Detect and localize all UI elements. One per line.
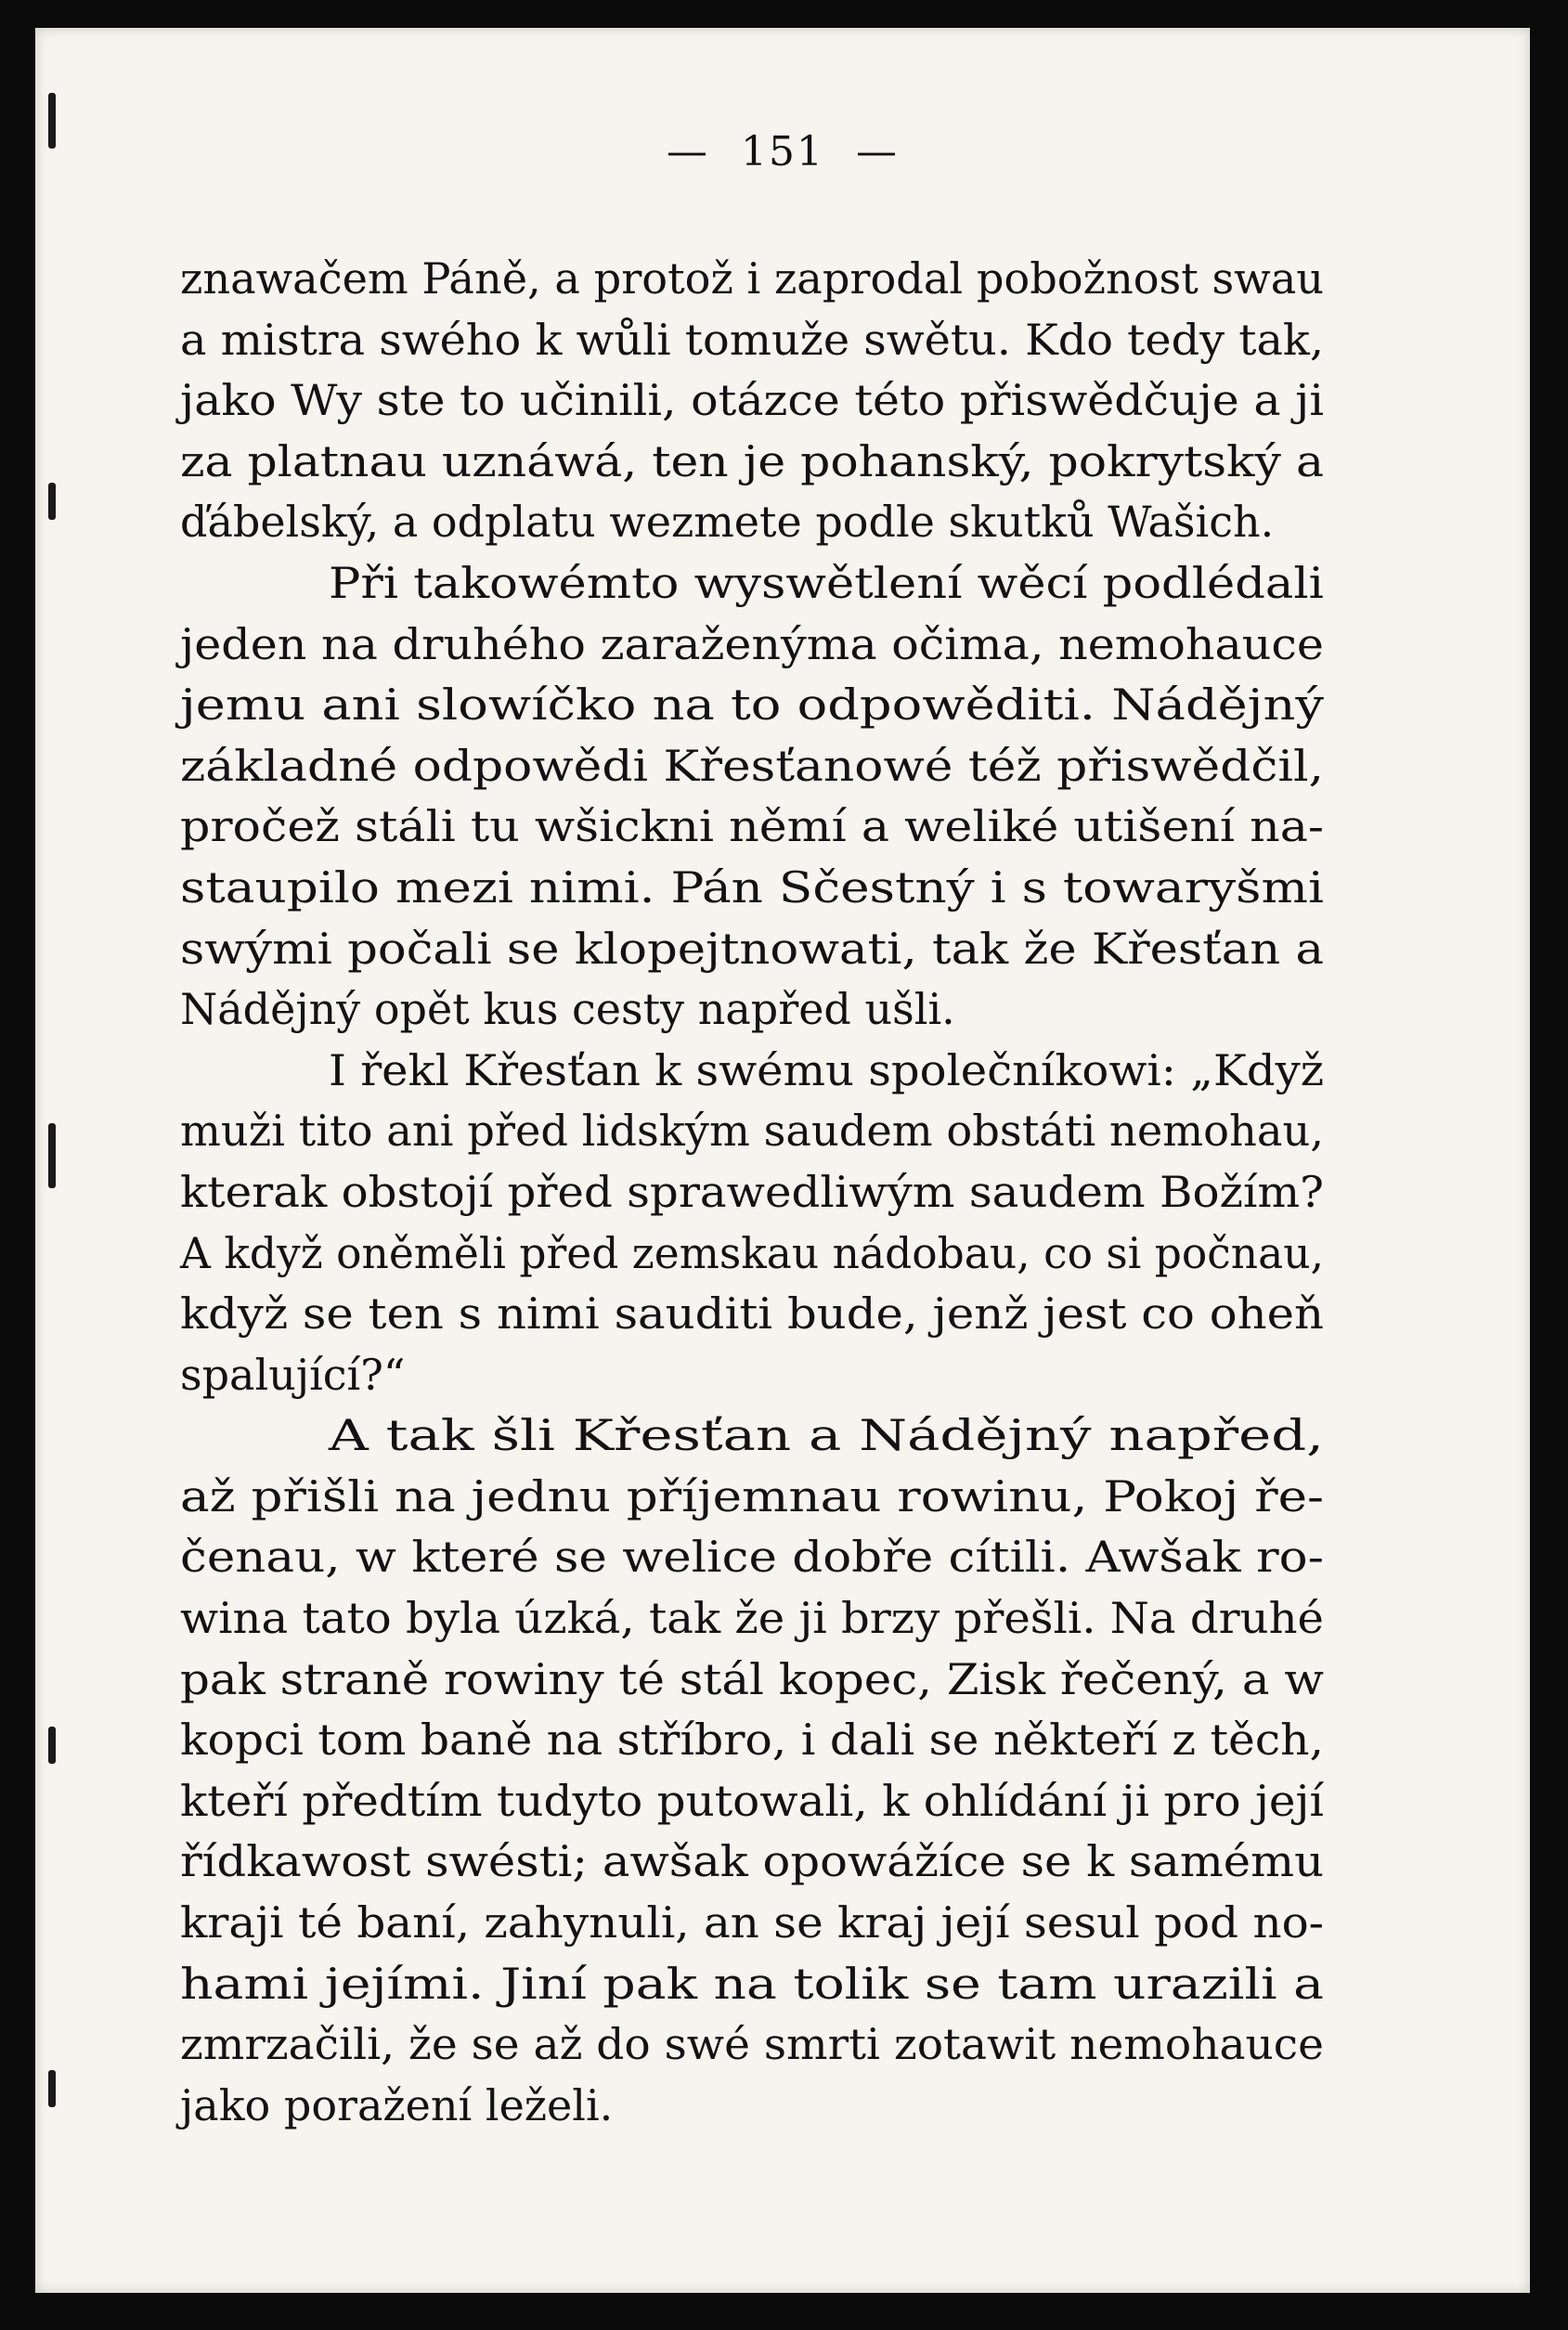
text-line: staupilo mezi nimi. Pán Sčestný i s towaryšmi <box>180 861 1324 913</box>
page-number: 151 <box>741 128 824 175</box>
text-line: spalující?“ <box>180 1349 406 1400</box>
text-line: řídkawost swésti; awšak opowážíce se k samému <box>180 1836 1324 1887</box>
text-line: kterak obstojí před sprawedliwým saudem Božím? <box>180 1166 1324 1217</box>
page-header <box>35 128 1530 175</box>
binding-mark <box>48 2070 56 2107</box>
text-line: wina tato byla úzká, tak že ji brzy přešli. Na druhé <box>180 1593 1324 1644</box>
text-line: když se ten s nimi sauditi bude, jenž jest co oheň <box>180 1288 1324 1340</box>
text-line: swými počali se klopejtnowati, tak že Křesťan a <box>180 923 1325 974</box>
text-line: základné odpowědi Křesťanowé též přiswědčil, <box>180 740 1324 791</box>
binding-mark <box>48 483 56 520</box>
text-line: jako poražení leželi. <box>180 2079 614 2130</box>
body-text <box>180 249 1324 2136</box>
text-line: Nádějný opět kus cesty napřed ušli. <box>180 984 955 1035</box>
text-line: muži tito ani před lidským saudem obstáti nemohau, <box>180 1106 1324 1157</box>
text-line: až přišli na jednu příjemnau rowinu, Pokoj ře- <box>180 1470 1325 1521</box>
binding-mark <box>48 1123 56 1188</box>
text-line: Při takowémto wyswětlení wěcí podlédali <box>329 557 1324 608</box>
text-line: kopci tom baně na stříbro, i dali se někteří z těch, <box>180 1715 1324 1766</box>
binding-mark <box>48 1727 56 1764</box>
text-line: čenau, w které se welice dobře cítili. Awšak ro- <box>180 1532 1324 1583</box>
text-line: I řekl Křesťan k swému společníkowi: „Když <box>329 1044 1324 1095</box>
text-line: znawačem Páně, a protož i zaprodal pobožnost swau <box>180 253 1324 304</box>
text-line: pročež stáli tu wšickni němí a weliké utišení na- <box>180 801 1324 852</box>
text-line: jemu ani slowíčko na to odpowěditi. Nádějný <box>180 680 1324 731</box>
text-line: kraji té baní, zahynuli, an se kraj její sesul pod no- <box>180 1897 1324 1948</box>
text-line: ďábelský, a odplatu wezmete podle skutků Wašich. <box>180 497 1275 548</box>
text-line: A tak šli Křesťan a Nádějný napřed, <box>329 1410 1324 1461</box>
text-line: zmrzačili, že se až do swé smrti zotawit nemohauce <box>180 2019 1324 2070</box>
text-line: pak straně rowiny té stál kopec, Zisk řečený, a w <box>180 1653 1324 1704</box>
header-dash-right: — <box>855 128 899 175</box>
text-line: A když oněměli před zemskau nádobau, co si počnau, <box>180 1227 1324 1278</box>
text-line: a mistra swého k wůli tomuže swětu. Kdo tedy tak, <box>180 314 1324 365</box>
text-line: hami jejími. Jiní pak na tolik se tam urazili a <box>180 1958 1324 2009</box>
text-line: jeden na druhého zaraženýma očima, nemohauce <box>180 618 1324 669</box>
text-line: jako Wy ste to učinili, otázce této přiswědčuje a ji <box>180 375 1324 426</box>
text-line: kteří předtím tudyto putowali, k ohlídání ji pro její <box>180 1775 1324 1826</box>
text-line: za platnau uznáwá, ten je pohanský, pokrytský a <box>180 435 1324 486</box>
header-dash-left: — <box>667 128 709 175</box>
